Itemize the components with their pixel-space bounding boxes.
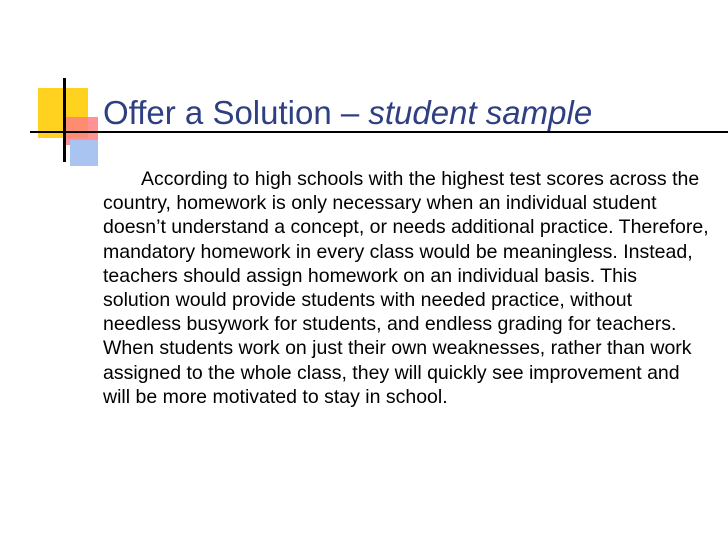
slide-title	[103, 94, 592, 132]
slide-body-text: According to high schools with the highest test scores across the country, homework is only necessary when an individual student doesn’t understand a concept, or needs additional practice. Therefore, mandatory homework in every class would be meaningless. Instead, teachers should assign homework on an individual basis. This solution would provide students with needed practice, without needless busywork for students, and endless grading for teachers. When students work on just their own weaknesses, rather than work assigned to the whole class, they will quickly see improvement and will be more motivated to stay in school.	[103, 168, 709, 408]
slide-title-main: Offer a Solution –	[103, 94, 369, 131]
decorative-blue-square	[70, 140, 98, 166]
slide-title-italic: student sample	[368, 94, 593, 131]
decorative-vertical-line	[63, 78, 66, 162]
